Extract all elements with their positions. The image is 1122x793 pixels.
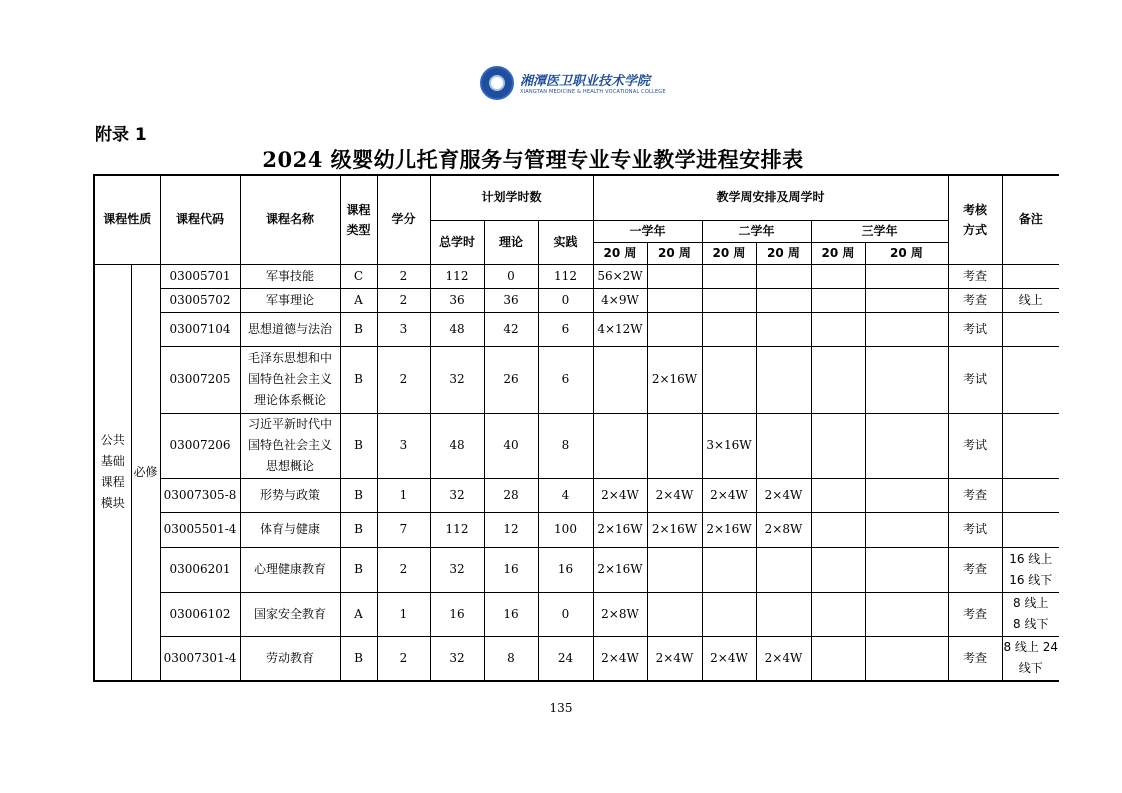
theory-hours: 26 xyxy=(484,346,538,413)
course-type: B xyxy=(340,413,377,478)
remark xyxy=(1002,346,1059,413)
course-name-line: 劳动教育 xyxy=(265,650,314,665)
course-code: 03005701 xyxy=(160,264,240,288)
practice-hours: 16 xyxy=(538,547,593,592)
course-code: 03007205 xyxy=(160,346,240,413)
semester-schedule xyxy=(865,413,948,478)
course-name-line: 毛泽东思想和中 xyxy=(247,351,332,365)
total-hours: 16 xyxy=(430,592,484,636)
semester-schedule xyxy=(756,547,811,592)
semester-schedule: 2×4W xyxy=(593,636,647,681)
header-remarks: 备注 xyxy=(1002,175,1059,264)
semester-schedule xyxy=(647,547,702,592)
theory-hours: 42 xyxy=(484,312,538,346)
course-name xyxy=(240,346,340,413)
header-week: 20 周 xyxy=(811,242,865,264)
header-course-code: 课程代码 xyxy=(160,175,240,264)
semester-schedule: 2×8W xyxy=(593,592,647,636)
semester-schedule: 3×16W xyxy=(702,413,756,478)
semester-schedule xyxy=(647,312,702,346)
credits: 2 xyxy=(377,346,430,413)
college-logo xyxy=(480,66,666,102)
semester-schedule: 2×4W xyxy=(756,636,811,681)
semester-schedule xyxy=(756,413,811,478)
course-code: 03006201 xyxy=(160,547,240,592)
practice-hours: 8 xyxy=(538,413,593,478)
assessment: 考试 xyxy=(948,512,1002,547)
module-label-line: 基础 xyxy=(100,454,125,469)
assessment: 考试 xyxy=(948,346,1002,413)
semester-schedule xyxy=(811,512,865,547)
header-week: 20 周 xyxy=(647,242,702,264)
course-name-line: 军事理论 xyxy=(265,292,314,307)
semester-schedule xyxy=(865,264,948,288)
assessment: 考查 xyxy=(948,592,1002,636)
credits: 1 xyxy=(377,592,430,636)
course-name xyxy=(240,312,340,346)
semester-schedule xyxy=(811,547,865,592)
course-name-line: 理论体系概论 xyxy=(253,393,326,407)
theory-hours: 0 xyxy=(484,264,538,288)
practice-hours: 24 xyxy=(538,636,593,681)
total-hours: 112 xyxy=(430,512,484,547)
course-code: 03006102 xyxy=(160,592,240,636)
remark xyxy=(1002,478,1059,512)
practice-hours: 0 xyxy=(538,288,593,312)
header-week: 20 周 xyxy=(702,242,756,264)
header-week: 20 周 xyxy=(593,242,647,264)
header-year1: 一学年 xyxy=(593,220,702,242)
semester-schedule xyxy=(647,288,702,312)
semester-schedule xyxy=(702,288,756,312)
semester-schedule: 2×16W xyxy=(593,512,647,547)
remark-line: 8 线下 xyxy=(1013,617,1049,631)
header-theory: 理论 xyxy=(484,220,538,264)
semester-schedule xyxy=(702,592,756,636)
remark-line: 8 线上 24 xyxy=(1003,640,1059,655)
semester-schedule xyxy=(593,346,647,413)
assessment: 考查 xyxy=(948,636,1002,681)
table-row xyxy=(94,312,1059,346)
course-name xyxy=(240,512,340,547)
total-hours: 32 xyxy=(430,547,484,592)
semester-schedule: 56×2W xyxy=(593,264,647,288)
total-hours: 32 xyxy=(430,346,484,413)
course-type: B xyxy=(340,636,377,681)
semester-schedule xyxy=(811,264,865,288)
semester-schedule: 2×16W xyxy=(702,512,756,547)
credits: 3 xyxy=(377,413,430,478)
remark-line: 16 线下 xyxy=(1009,572,1053,587)
course-type: B xyxy=(340,312,377,346)
semester-schedule: 2×4W xyxy=(756,478,811,512)
remark xyxy=(1002,512,1059,547)
header-planned-hours: 计划学时数 xyxy=(430,175,593,220)
remark-line: 16 线上 xyxy=(1009,551,1053,566)
remark-line: 线下 xyxy=(1018,661,1043,676)
semester-schedule xyxy=(756,346,811,413)
credits: 2 xyxy=(377,547,430,592)
semester-schedule xyxy=(647,413,702,478)
semester-schedule xyxy=(811,346,865,413)
module-label-line: 公共 xyxy=(100,433,125,448)
course-name-line: 思想概论 xyxy=(265,459,314,473)
table-row xyxy=(94,413,1059,478)
assessment: 考查 xyxy=(948,264,1002,288)
semester-schedule xyxy=(865,346,948,413)
remark-line: 8 线上 xyxy=(1013,596,1049,610)
remark xyxy=(1002,636,1059,681)
header-course-nature: 课程性质 xyxy=(94,175,160,264)
table-row xyxy=(94,264,1059,288)
course-code: 03005702 xyxy=(160,288,240,312)
table-row xyxy=(94,478,1059,512)
remark-line: 线上 xyxy=(1018,292,1043,307)
total-hours: 36 xyxy=(430,288,484,312)
semester-schedule: 2×4W xyxy=(702,478,756,512)
remark xyxy=(1002,264,1059,288)
header-credits: 学分 xyxy=(377,175,430,264)
semester-schedule xyxy=(702,312,756,346)
theory-hours: 16 xyxy=(484,592,538,636)
theory-hours: 12 xyxy=(484,512,538,547)
semester-schedule xyxy=(756,592,811,636)
semester-schedule xyxy=(647,592,702,636)
course-name xyxy=(240,592,340,636)
table-row xyxy=(94,512,1059,547)
assessment: 考试 xyxy=(948,413,1002,478)
appendix-label: 附录 1 xyxy=(95,125,147,145)
semester-schedule xyxy=(593,413,647,478)
course-name-line: 国家安全教育 xyxy=(253,606,326,621)
total-hours: 32 xyxy=(430,478,484,512)
semester-schedule: 2×16W xyxy=(647,512,702,547)
course-name-line: 军事技能 xyxy=(265,268,314,283)
header-assessment xyxy=(948,175,1002,264)
course-code: 03005501-4 xyxy=(160,512,240,547)
header-year2: 二学年 xyxy=(702,220,811,242)
theory-hours: 16 xyxy=(484,547,538,592)
semester-schedule xyxy=(702,346,756,413)
semester-schedule: 2×16W xyxy=(593,547,647,592)
table-row xyxy=(94,636,1059,681)
semester-schedule xyxy=(865,547,948,592)
header-year3: 三学年 xyxy=(811,220,948,242)
header-week: 20 周 xyxy=(865,242,948,264)
practice-hours: 0 xyxy=(538,592,593,636)
semester-schedule xyxy=(865,636,948,681)
credits: 2 xyxy=(377,264,430,288)
module-label xyxy=(94,264,131,681)
credits: 7 xyxy=(377,512,430,547)
header-assessment-text: 考核方式 xyxy=(962,202,987,237)
semester-schedule xyxy=(702,547,756,592)
header-practice: 实践 xyxy=(538,220,593,264)
theory-hours: 36 xyxy=(484,288,538,312)
semester-schedule xyxy=(865,478,948,512)
course-name-line: 国特色社会主义 xyxy=(247,438,332,452)
course-name xyxy=(240,288,340,312)
credits: 2 xyxy=(377,288,430,312)
practice-hours: 100 xyxy=(538,512,593,547)
course-name-line: 思想道德与法治 xyxy=(247,321,332,336)
course-name xyxy=(240,547,340,592)
course-type: A xyxy=(340,592,377,636)
course-name-line: 形势与政策 xyxy=(259,487,320,502)
course-name xyxy=(240,264,340,288)
course-type: B xyxy=(340,478,377,512)
course-name-line: 习近平新时代中 xyxy=(247,417,332,431)
semester-schedule: 2×4W xyxy=(647,478,702,512)
college-name-en: XIANGTAN MEDICINE & HEALTH VOCATIONAL COLLEGE xyxy=(520,89,666,95)
module-label-line: 模块 xyxy=(100,496,125,511)
course-type: C xyxy=(340,264,377,288)
required-label: 必修 xyxy=(131,264,160,681)
semester-schedule xyxy=(865,592,948,636)
semester-schedule: 4×9W xyxy=(593,288,647,312)
assessment: 考查 xyxy=(948,478,1002,512)
semester-schedule: 2×8W xyxy=(756,512,811,547)
remark xyxy=(1002,312,1059,346)
credits: 3 xyxy=(377,312,430,346)
credits: 1 xyxy=(377,478,430,512)
semester-schedule: 4×12W xyxy=(593,312,647,346)
course-code: 03007104 xyxy=(160,312,240,346)
table-row xyxy=(94,592,1059,636)
theory-hours: 8 xyxy=(484,636,538,681)
course-type: B xyxy=(340,547,377,592)
semester-schedule xyxy=(811,478,865,512)
assessment: 考查 xyxy=(948,547,1002,592)
semester-schedule xyxy=(756,288,811,312)
header-course-type-text: 课程类型 xyxy=(346,202,371,237)
semester-schedule xyxy=(865,512,948,547)
total-hours: 32 xyxy=(430,636,484,681)
semester-schedule xyxy=(811,636,865,681)
practice-hours: 4 xyxy=(538,478,593,512)
page-number: 135 xyxy=(549,701,573,715)
practice-hours: 6 xyxy=(538,346,593,413)
remark xyxy=(1002,413,1059,478)
theory-hours: 40 xyxy=(484,413,538,478)
module-label-line: 课程 xyxy=(100,475,125,490)
header-weekly-schedule: 教学周安排及周学时 xyxy=(593,175,948,220)
remark xyxy=(1002,592,1059,636)
total-hours: 112 xyxy=(430,264,484,288)
semester-schedule xyxy=(702,264,756,288)
course-type: B xyxy=(340,512,377,547)
practice-hours: 112 xyxy=(538,264,593,288)
course-name-line: 心理健康教育 xyxy=(253,562,326,576)
college-name-cn: 湘潭医卫职业技术学院 xyxy=(520,74,651,89)
semester-schedule xyxy=(865,288,948,312)
course-code: 03007206 xyxy=(160,413,240,478)
header-total-hours: 总学时 xyxy=(430,220,484,264)
schedule-table xyxy=(93,174,1059,682)
semester-schedule xyxy=(811,312,865,346)
table-row xyxy=(94,547,1059,592)
semester-schedule: 2×4W xyxy=(647,636,702,681)
course-type: A xyxy=(340,288,377,312)
credits: 2 xyxy=(377,636,430,681)
table-row xyxy=(94,346,1059,413)
course-type: B xyxy=(340,346,377,413)
semester-schedule xyxy=(756,312,811,346)
table-row xyxy=(94,288,1059,312)
course-name xyxy=(240,413,340,478)
page-title: 2024 级婴幼儿托育服务与管理专业专业教学进程安排表 xyxy=(262,147,804,172)
course-code: 03007305-8 xyxy=(160,478,240,512)
remark xyxy=(1002,547,1059,592)
assessment: 考试 xyxy=(948,312,1002,346)
header-course-name: 课程名称 xyxy=(240,175,340,264)
assessment: 考查 xyxy=(948,288,1002,312)
semester-schedule xyxy=(811,413,865,478)
header-course-type xyxy=(340,175,377,264)
semester-schedule xyxy=(756,264,811,288)
semester-schedule: 2×16W xyxy=(647,346,702,413)
remark xyxy=(1002,288,1059,312)
semester-schedule xyxy=(647,264,702,288)
course-name-line: 国特色社会主义 xyxy=(247,372,332,386)
semester-schedule: 2×4W xyxy=(702,636,756,681)
course-code: 03007301-4 xyxy=(160,636,240,681)
practice-hours: 6 xyxy=(538,312,593,346)
course-name-line: 体育与健康 xyxy=(259,522,320,536)
semester-schedule xyxy=(811,288,865,312)
theory-hours: 28 xyxy=(484,478,538,512)
total-hours: 48 xyxy=(430,413,484,478)
semester-schedule: 2×4W xyxy=(593,478,647,512)
course-name xyxy=(240,478,340,512)
total-hours: 48 xyxy=(430,312,484,346)
semester-schedule xyxy=(811,592,865,636)
semester-schedule xyxy=(865,312,948,346)
college-emblem-icon xyxy=(480,66,514,100)
course-name xyxy=(240,636,340,681)
header-week: 20 周 xyxy=(756,242,811,264)
